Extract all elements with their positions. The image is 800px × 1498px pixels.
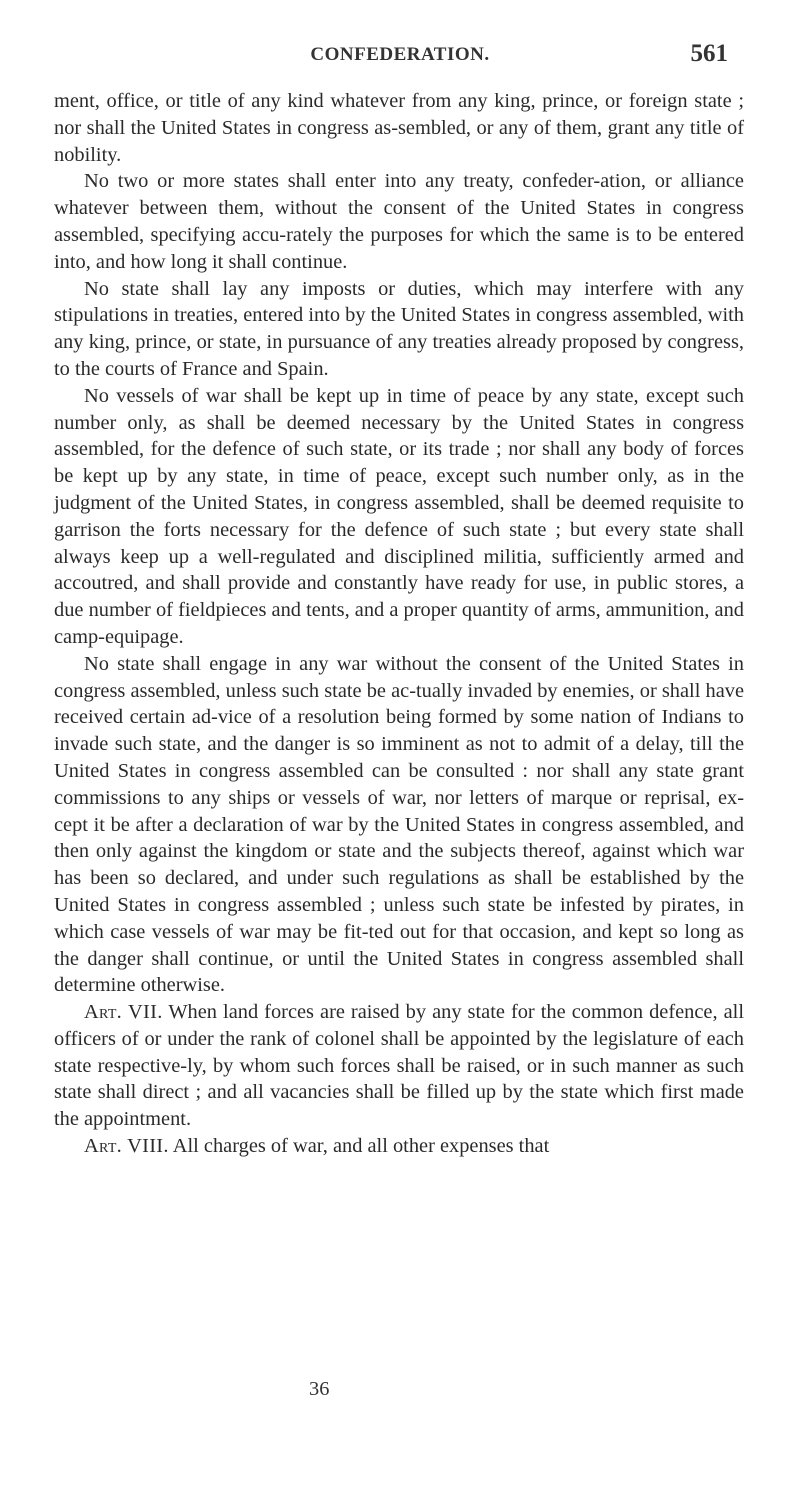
article-label: Art. VII. <box>84 1001 163 1024</box>
running-title: CONFEDERATION. <box>310 44 490 65</box>
article-label: Art. VIII. <box>84 1135 169 1158</box>
paragraph <box>54 88 744 168</box>
paragraph-text: No vessels of war shall be kept up in time of peace by any state, except such number only, as shall be deemed necessary by the United States in congress assembled, for the defence of such state, or its trade ; nor shall any body of forces be kept up by any state, in time of peace, except such number only, as in the judgment of the United States, in congress assembled, shall be deemed requisite to garrison the forts necessary for the defence of such state ; but every state shall always keep up a well-regulated and disciplined militia, sufficiently armed and accoutred, and shall provide and constantly have ready for use, in public stores, a due number of fieldpieces and tents, and a proper quantity of arms, ammunition, and camp-equipage. <box>54 384 744 648</box>
paragraph-text: No state shall engage in any war without the consent of the United States in congress assembled, unless such state be ac-tually invaded by enemies, or shall have received certain ad-vice of a resolution being formed by some nation of Indians to invade such state, and the danger is so imminent as not to admit of a delay, till the United States in congress assembled can be consulted : nor shall any state grant commissions to any ships or vessels of war, nor letters of marque or reprisal, ex-cept it be after a declaration of war by the United States in congress assembled, and then only against the kingdom or state and the subjects thereof, against which war has been so declared, and under such regulations as shall be established by the United States in congress assembled ; unless such state be infested by pirates, in which case vessels of war may be fit-ted out for that occasion, and kept so long as the danger shall continue, or until the United States in congress assembled shall determine otherwise. <box>54 652 744 997</box>
paragraph-text: No state shall lay any imposts or duties, which may interfere with any stipulations in treaties, entered into by the United States in congress assembled, with any king, prince, or state, in pursuance of any treaties already proposed by congress, to the courts of France and Spain. <box>54 277 744 380</box>
page-number: 561 <box>690 40 728 67</box>
paragraph-text: When land forces are raised by any state for the common defence, all officers of or under the rank of colonel shall be appointed by the legislature of each state respective-ly, by whom such forces shall be raised, or in such manner as such state shall direct ; and all vacancies shall be filled up by the state which first made the appointment. <box>54 1001 744 1131</box>
signature-mark: 36 <box>309 1378 330 1400</box>
paragraph <box>54 651 744 999</box>
paragraph <box>54 383 744 651</box>
paragraph <box>54 168 744 275</box>
paragraph-text: All charges of war, and all other expenses that <box>172 1135 550 1158</box>
article-paragraph <box>54 1133 744 1160</box>
paragraph-text: No two or more states shall enter into any treaty, confeder-ation, or alliance whatever between them, without the consent of the United States in congress assembled, specifying accu-rately the purposes for which the same is to be entered into, and how long it shall continue. <box>54 170 744 273</box>
body-text <box>54 88 744 1160</box>
paragraph-text: ment, office, or title of any kind whatever from any king, prince, or foreign state ; nor shall the United States in congress as-sembled, or any of them, grant any title of nobility. <box>54 90 744 166</box>
running-head <box>0 40 800 70</box>
paragraph <box>54 276 744 383</box>
article-paragraph <box>54 999 744 1133</box>
